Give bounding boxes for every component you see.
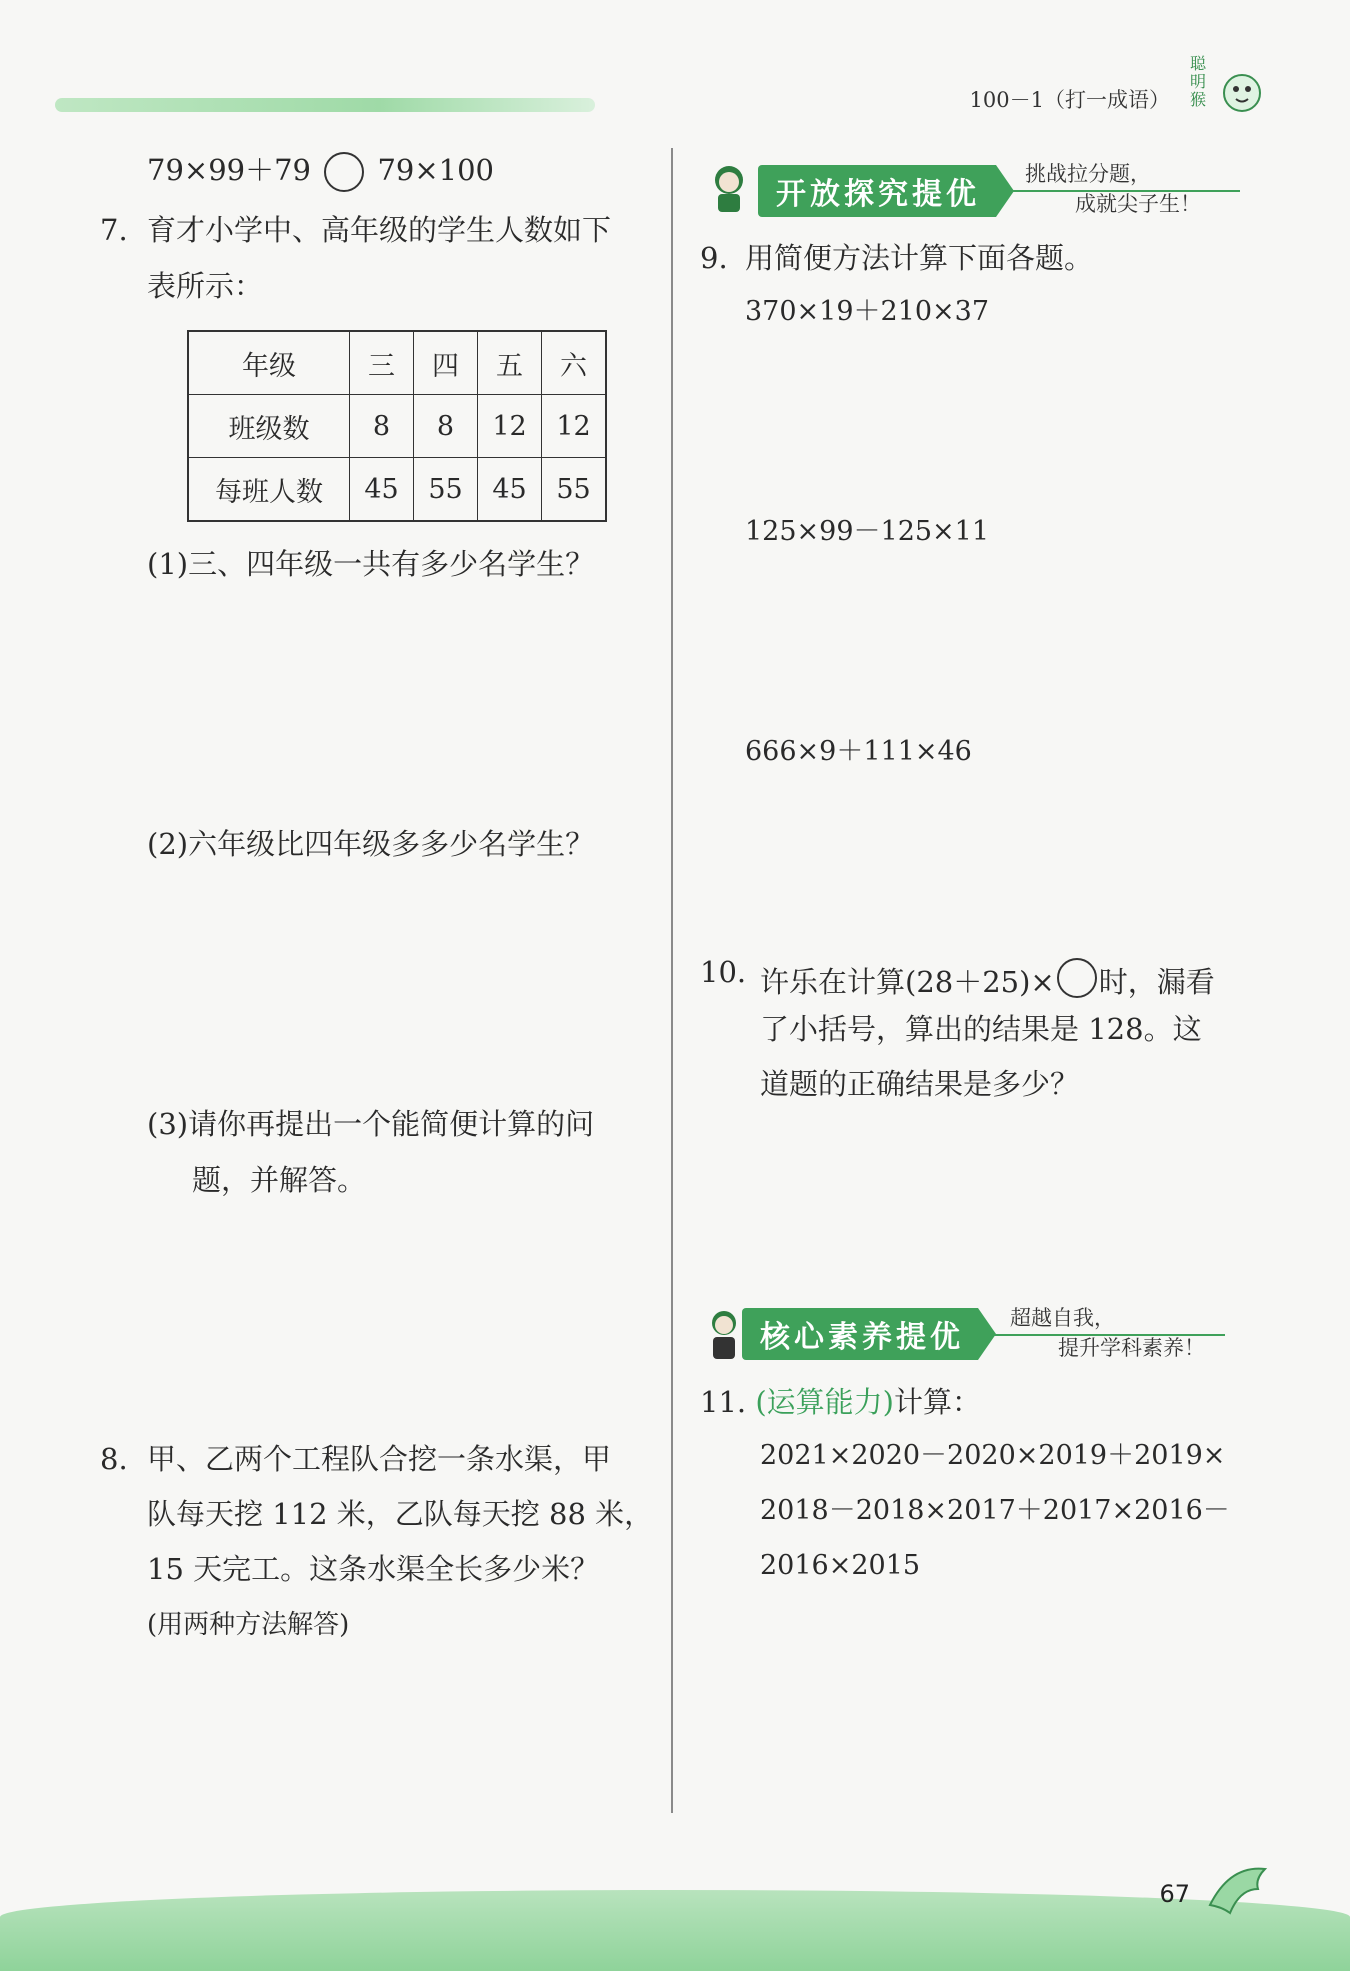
q8-line3: 15 天完工。这条水渠全长多少米？ bbox=[147, 1552, 600, 1586]
q8-line4: (用两种方法解答) bbox=[147, 1610, 350, 1640]
student-mascot-icon bbox=[700, 1305, 748, 1363]
q8-line2: 队每天挖 112 米，乙队每天挖 88 米， bbox=[147, 1497, 654, 1531]
q11-line2: 2018－2018×2017＋2017×2016－ bbox=[760, 1495, 1230, 1526]
q11-ability-tag: (运算能力) bbox=[755, 1385, 894, 1419]
table-row bbox=[188, 331, 606, 395]
q11-number: 11. bbox=[700, 1385, 747, 1419]
table-cell: 六 bbox=[542, 331, 607, 395]
banner1-underline bbox=[1005, 190, 1240, 192]
table-cell: 45 bbox=[350, 458, 414, 522]
q6-expr-right: 79×100 bbox=[377, 153, 495, 187]
table-cell: 55 bbox=[542, 458, 607, 522]
q9-expr3: 666×9＋111×46 bbox=[745, 736, 972, 767]
table-row bbox=[188, 395, 606, 458]
banner2-slogan2: 提升学科素养！ bbox=[1058, 1336, 1205, 1360]
q10-line1 bbox=[760, 958, 1215, 998]
q9-number: 9. bbox=[700, 241, 728, 275]
q6-comparison bbox=[147, 152, 494, 192]
table-cell: 55 bbox=[414, 458, 478, 522]
table-cell: 每班人数 bbox=[188, 458, 350, 522]
banner2-underline bbox=[990, 1334, 1225, 1336]
q8-number: 8. bbox=[100, 1442, 128, 1476]
q7-line1: 育才小学中、高年级的学生人数如下 bbox=[147, 213, 612, 247]
student-mascot-icon bbox=[700, 158, 758, 216]
q10-line1-part1: 许乐在计算(28＋25)× bbox=[760, 965, 1055, 999]
table-cell: 三 bbox=[350, 331, 414, 395]
page-number: 67 bbox=[1159, 1880, 1190, 1908]
q9-expr1: 370×19＋210×37 bbox=[745, 296, 990, 327]
q11-line1: 2021×2020－2020×2019＋2019× bbox=[760, 1440, 1226, 1471]
banner1-slogan1: 挑战拉分题， bbox=[1025, 162, 1151, 186]
q10-line1-part2: 时，漏看 bbox=[1098, 965, 1215, 999]
table-cell: 45 bbox=[478, 458, 542, 522]
monkey-icon bbox=[1190, 55, 1270, 125]
banner-core-literacy bbox=[742, 1308, 996, 1360]
banner-title: 核心素养提优 bbox=[742, 1308, 978, 1360]
q11-line0 bbox=[700, 1385, 981, 1419]
q10-number: 10. bbox=[700, 955, 747, 989]
banner-open-explore bbox=[758, 165, 1014, 217]
q6-expr-left: 79×99＋79 bbox=[147, 153, 312, 187]
table-cell: 12 bbox=[478, 395, 542, 458]
q11-line3: 2016×2015 bbox=[760, 1550, 921, 1581]
q7-sub1: (1)三、四年级一共有多少名学生？ bbox=[147, 547, 595, 581]
header-green-bar bbox=[55, 98, 595, 112]
table-row bbox=[188, 458, 606, 522]
q10-line3: 道题的正确结果是多少？ bbox=[760, 1067, 1080, 1101]
banner2-slogan1: 超越自我， bbox=[1010, 1306, 1115, 1330]
table-cell: 8 bbox=[350, 395, 414, 458]
answer-circle[interactable] bbox=[1057, 958, 1097, 998]
table-cell: 12 bbox=[542, 395, 607, 458]
answer-circle[interactable] bbox=[324, 152, 364, 192]
dolphin-icon bbox=[1200, 1855, 1280, 1925]
column-divider bbox=[671, 148, 673, 1813]
table-cell: 年级 bbox=[188, 331, 350, 395]
q9-text: 用简便方法计算下面各题。 bbox=[745, 241, 1094, 275]
q7-line2: 表所示： bbox=[147, 269, 264, 303]
table-cell: 8 bbox=[414, 395, 478, 458]
q9-expr2: 125×99－125×11 bbox=[745, 516, 990, 547]
banner1-slogan2: 成就尖子生！ bbox=[1075, 192, 1201, 216]
grade-table bbox=[187, 330, 607, 522]
q7-sub3-line1: (3)请你再提出一个能简便计算的问 bbox=[147, 1107, 595, 1141]
table-cell: 班级数 bbox=[188, 395, 350, 458]
table-cell: 四 bbox=[414, 331, 478, 395]
mascot-text: 聪明猴 bbox=[1190, 54, 1207, 109]
q10-line2: 了小括号，算出的结果是 128。这 bbox=[760, 1012, 1202, 1046]
q7-sub3-line2: 题，并解答。 bbox=[192, 1163, 367, 1197]
header-riddle: 100－1（打一成语） bbox=[969, 88, 1170, 112]
q7-number: 7. bbox=[100, 213, 128, 247]
q8-line1: 甲、乙两个工程队合挖一条水渠，甲 bbox=[147, 1442, 612, 1476]
q7-sub2: (2)六年级比四年级多多少名学生？ bbox=[147, 827, 595, 861]
table-cell: 五 bbox=[478, 331, 542, 395]
footer-green-wave bbox=[0, 1890, 1350, 1971]
q11-text: 计算： bbox=[893, 1385, 981, 1419]
banner-title: 开放探究提优 bbox=[758, 165, 996, 217]
